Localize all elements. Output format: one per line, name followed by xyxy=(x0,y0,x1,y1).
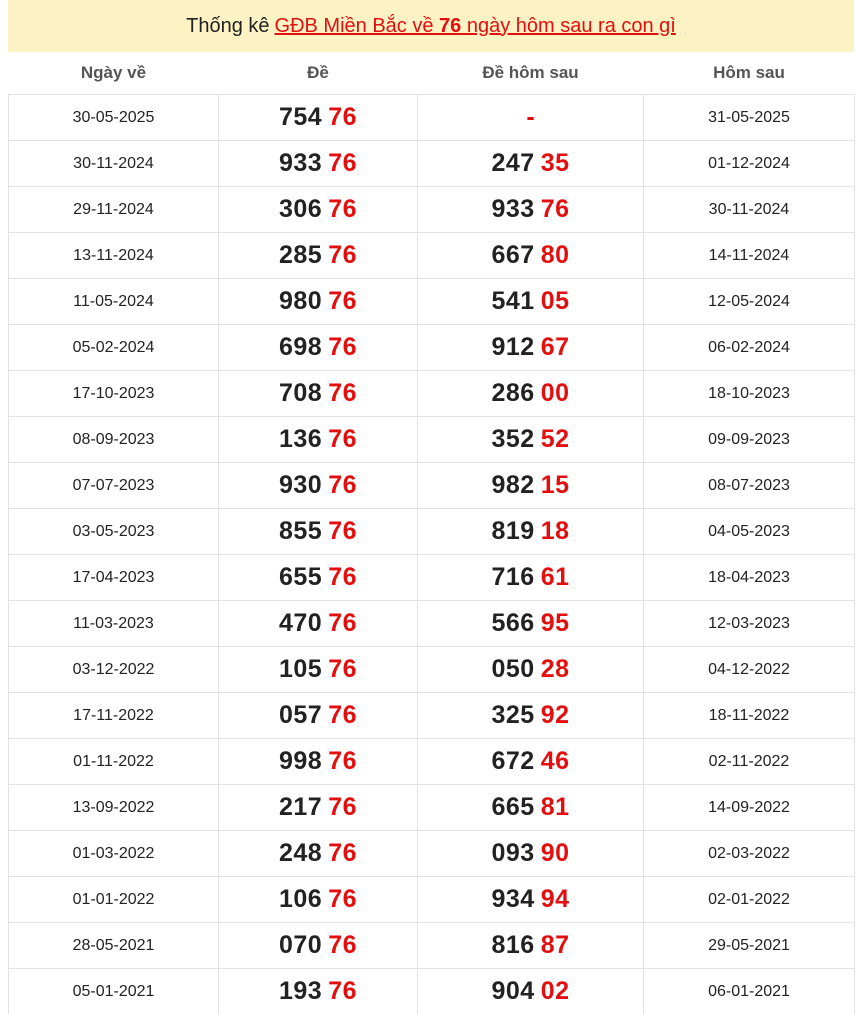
cell-next-de xyxy=(418,187,644,233)
cell-de xyxy=(219,463,418,509)
cell-next-de-prefix: 050 xyxy=(491,655,534,683)
cell-date: 28-05-2021 xyxy=(9,923,219,969)
column-header-date: Ngày về xyxy=(9,52,219,95)
table-row xyxy=(9,739,855,785)
cell-next-date: 04-05-2023 xyxy=(644,509,855,555)
table-row xyxy=(9,601,855,647)
cell-date: 17-04-2023 xyxy=(9,555,219,601)
cell-de xyxy=(219,877,418,923)
cell-next-date: 02-01-2022 xyxy=(644,877,855,923)
cell-next-de xyxy=(418,417,644,463)
cell-date: 30-05-2025 xyxy=(9,95,219,141)
cell-date: 13-09-2022 xyxy=(9,785,219,831)
cell-de-prefix: 193 xyxy=(279,977,322,1005)
cell-date: 17-11-2022 xyxy=(9,693,219,739)
cell-next-de-prefix: 093 xyxy=(491,839,534,867)
cell-de-suffix: 76 xyxy=(328,103,357,131)
cell-next-date: 01-12-2024 xyxy=(644,141,855,187)
cell-de xyxy=(219,325,418,371)
cell-next-de xyxy=(418,325,644,371)
cell-de-prefix: 855 xyxy=(279,517,322,545)
table-row xyxy=(9,693,855,739)
cell-next-de xyxy=(418,233,644,279)
cell-de xyxy=(219,969,418,1014)
cell-de-suffix: 76 xyxy=(328,701,357,729)
cell-next-de-suffix: 90 xyxy=(541,839,570,867)
cell-de xyxy=(219,95,418,141)
cell-next-de-prefix: 667 xyxy=(491,241,534,269)
cell-date: 11-03-2023 xyxy=(9,601,219,647)
column-header-de: Đề xyxy=(219,52,418,95)
cell-de-prefix: 980 xyxy=(279,287,322,315)
cell-next-de-suffix: 15 xyxy=(541,471,570,499)
cell-next-de-suffix: 46 xyxy=(541,747,570,775)
cell-de xyxy=(219,647,418,693)
cell-de-prefix: 285 xyxy=(279,241,322,269)
cell-de-suffix: 76 xyxy=(328,425,357,453)
cell-de xyxy=(219,187,418,233)
cell-next-de xyxy=(418,739,644,785)
cell-date: 13-11-2024 xyxy=(9,233,219,279)
cell-next-de-suffix: 02 xyxy=(541,977,570,1005)
cell-de xyxy=(219,417,418,463)
cell-de xyxy=(219,279,418,325)
cell-de-prefix: 655 xyxy=(279,563,322,591)
cell-next-de-empty: - xyxy=(526,103,534,131)
cell-next-de-suffix: 61 xyxy=(541,563,570,591)
table-row xyxy=(9,509,855,555)
cell-next-de-prefix: 247 xyxy=(491,149,534,177)
cell-date: 08-09-2023 xyxy=(9,417,219,463)
cell-de-suffix: 76 xyxy=(328,333,357,361)
cell-de-prefix: 930 xyxy=(279,471,322,499)
column-header-next-de: Đề hôm sau xyxy=(418,52,644,95)
cell-date: 29-11-2024 xyxy=(9,187,219,233)
cell-next-de-prefix: 352 xyxy=(491,425,534,453)
cell-next-de xyxy=(418,831,644,877)
table-row xyxy=(9,923,855,969)
cell-next-de-prefix: 934 xyxy=(491,885,534,913)
cell-next-de xyxy=(418,371,644,417)
cell-next-de-prefix: 665 xyxy=(491,793,534,821)
cell-next-de-prefix: 541 xyxy=(491,287,534,315)
cell-de-suffix: 76 xyxy=(328,885,357,913)
cell-de-suffix: 76 xyxy=(328,609,357,637)
cell-next-de-suffix: 18 xyxy=(541,517,570,545)
cell-de xyxy=(219,831,418,877)
cell-next-de-prefix: 672 xyxy=(491,747,534,775)
table-row xyxy=(9,877,855,923)
table-header-row xyxy=(9,52,855,95)
cell-de-prefix: 998 xyxy=(279,747,322,775)
cell-de xyxy=(219,141,418,187)
table-row xyxy=(9,371,855,417)
cell-de-prefix: 248 xyxy=(279,839,322,867)
cell-next-de xyxy=(418,555,644,601)
cell-next-de xyxy=(418,877,644,923)
cell-next-de-prefix: 566 xyxy=(491,609,534,637)
cell-de-suffix: 76 xyxy=(328,241,357,269)
table-row xyxy=(9,233,855,279)
cell-next-date: 02-03-2022 xyxy=(644,831,855,877)
cell-next-date: 12-05-2024 xyxy=(644,279,855,325)
table-row xyxy=(9,969,855,1014)
cell-de-prefix: 708 xyxy=(279,379,322,407)
cell-next-date: 14-11-2024 xyxy=(644,233,855,279)
cell-de-suffix: 76 xyxy=(328,839,357,867)
cell-next-de-suffix: 28 xyxy=(541,655,570,683)
column-header-next-date: Hôm sau xyxy=(644,52,855,95)
cell-next-date: 06-02-2024 xyxy=(644,325,855,371)
cell-next-date: 14-09-2022 xyxy=(644,785,855,831)
cell-next-de-prefix: 325 xyxy=(491,701,534,729)
cell-de-prefix: 105 xyxy=(279,655,322,683)
cell-next-de-prefix: 933 xyxy=(491,195,534,223)
cell-date: 30-11-2024 xyxy=(9,141,219,187)
cell-de-prefix: 306 xyxy=(279,195,322,223)
cell-next-de xyxy=(418,923,644,969)
cell-de xyxy=(219,509,418,555)
cell-de xyxy=(219,233,418,279)
cell-next-de-suffix: 81 xyxy=(541,793,570,821)
cell-next-de xyxy=(418,509,644,555)
cell-next-de xyxy=(418,601,644,647)
cell-next-de xyxy=(418,141,644,187)
cell-de-suffix: 76 xyxy=(328,931,357,959)
cell-next-de xyxy=(418,463,644,509)
cell-de-suffix: 76 xyxy=(328,655,357,683)
cell-next-de xyxy=(418,693,644,739)
cell-next-de-suffix: 95 xyxy=(541,609,570,637)
cell-next-date: 18-11-2022 xyxy=(644,693,855,739)
cell-date: 07-07-2023 xyxy=(9,463,219,509)
cell-de xyxy=(219,601,418,647)
cell-next-de-suffix: 52 xyxy=(541,425,570,453)
cell-next-de xyxy=(418,785,644,831)
cell-de-suffix: 76 xyxy=(328,379,357,407)
cell-next-de-prefix: 816 xyxy=(491,931,534,959)
cell-date: 05-02-2024 xyxy=(9,325,219,371)
cell-de-suffix: 76 xyxy=(328,977,357,1005)
cell-de-suffix: 76 xyxy=(328,793,357,821)
cell-next-de-prefix: 982 xyxy=(491,471,534,499)
cell-next-de-suffix: 00 xyxy=(541,379,570,407)
table-row xyxy=(9,95,855,141)
table-row xyxy=(9,325,855,371)
cell-de-prefix: 933 xyxy=(279,149,322,177)
cell-de xyxy=(219,923,418,969)
cell-de-prefix: 057 xyxy=(279,701,322,729)
cell-de xyxy=(219,739,418,785)
cell-date: 01-03-2022 xyxy=(9,831,219,877)
cell-next-de-suffix: 76 xyxy=(541,195,570,223)
cell-de-suffix: 76 xyxy=(328,517,357,545)
table-row xyxy=(9,141,855,187)
cell-next-de-suffix: 87 xyxy=(541,931,570,959)
cell-next-de-suffix: 94 xyxy=(541,885,570,913)
cell-next-date: 09-09-2023 xyxy=(644,417,855,463)
cell-date: 11-05-2024 xyxy=(9,279,219,325)
cell-next-de-suffix: 92 xyxy=(541,701,570,729)
cell-next-date: 18-10-2023 xyxy=(644,371,855,417)
cell-date: 17-10-2023 xyxy=(9,371,219,417)
cell-next-de xyxy=(418,647,644,693)
cell-next-date: 30-11-2024 xyxy=(644,187,855,233)
cell-de-suffix: 76 xyxy=(328,471,357,499)
table-row xyxy=(9,647,855,693)
cell-de-prefix: 070 xyxy=(279,931,322,959)
cell-next-de-suffix: 05 xyxy=(541,287,570,315)
cell-next-de-prefix: 904 xyxy=(491,977,534,1005)
table-row xyxy=(9,463,855,509)
cell-next-de-suffix: 80 xyxy=(541,241,570,269)
cell-next-de xyxy=(418,95,644,141)
cell-de-suffix: 76 xyxy=(328,287,357,315)
cell-de-suffix: 76 xyxy=(328,195,357,223)
cell-next-de-prefix: 286 xyxy=(491,379,534,407)
cell-de xyxy=(219,555,418,601)
cell-next-de-prefix: 819 xyxy=(491,517,534,545)
stats-panel xyxy=(8,0,854,1014)
cell-next-date: 04-12-2022 xyxy=(644,647,855,693)
table-row xyxy=(9,187,855,233)
results-table xyxy=(8,52,855,1014)
cell-date: 03-05-2023 xyxy=(9,509,219,555)
cell-de-prefix: 754 xyxy=(279,103,322,131)
cell-date: 03-12-2022 xyxy=(9,647,219,693)
cell-de xyxy=(219,785,418,831)
cell-next-date: 02-11-2022 xyxy=(644,739,855,785)
title-link[interactable]: GĐB Miền Bắc về 76 ngày hôm sau ra con gì xyxy=(275,15,676,38)
cell-de-prefix: 698 xyxy=(279,333,322,361)
cell-next-date: 06-01-2021 xyxy=(644,969,855,1014)
cell-next-date: 18-04-2023 xyxy=(644,555,855,601)
cell-de-prefix: 470 xyxy=(279,609,322,637)
cell-next-de-suffix: 35 xyxy=(541,149,570,177)
cell-de xyxy=(219,693,418,739)
cell-next-date: 12-03-2023 xyxy=(644,601,855,647)
table-row xyxy=(9,417,855,463)
page-title xyxy=(8,0,854,52)
cell-date: 01-01-2022 xyxy=(9,877,219,923)
table-row xyxy=(9,831,855,877)
table-body xyxy=(9,95,855,1014)
cell-next-date: 31-05-2025 xyxy=(644,95,855,141)
cell-next-de xyxy=(418,279,644,325)
cell-next-de-suffix: 67 xyxy=(541,333,570,361)
cell-next-de xyxy=(418,969,644,1014)
cell-next-de-prefix: 716 xyxy=(491,563,534,591)
cell-de-suffix: 76 xyxy=(328,747,357,775)
cell-next-date: 08-07-2023 xyxy=(644,463,855,509)
title-prefix: Thống kê xyxy=(186,15,269,38)
cell-de-prefix: 106 xyxy=(279,885,322,913)
cell-de-suffix: 76 xyxy=(328,563,357,591)
cell-next-date: 29-05-2021 xyxy=(644,923,855,969)
table-row xyxy=(9,785,855,831)
cell-de xyxy=(219,371,418,417)
cell-date: 05-01-2021 xyxy=(9,969,219,1014)
cell-next-de-prefix: 912 xyxy=(491,333,534,361)
cell-de-prefix: 136 xyxy=(279,425,322,453)
cell-de-prefix: 217 xyxy=(279,793,322,821)
cell-de-suffix: 76 xyxy=(328,149,357,177)
cell-date: 01-11-2022 xyxy=(9,739,219,785)
table-row xyxy=(9,279,855,325)
table-row xyxy=(9,555,855,601)
